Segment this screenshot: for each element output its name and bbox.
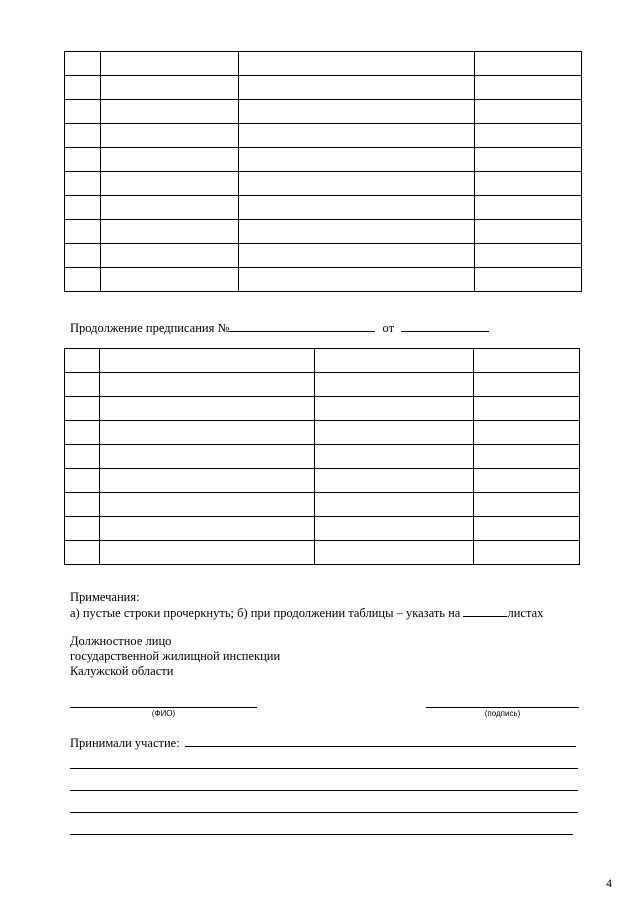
table-cell[interactable] xyxy=(239,172,475,196)
table-cell[interactable] xyxy=(65,541,100,565)
table-cell[interactable] xyxy=(474,397,580,421)
official-line-2: государственной жилищной инспекции xyxy=(70,649,281,663)
table-cell[interactable] xyxy=(100,469,315,493)
table-cell[interactable] xyxy=(65,421,100,445)
table-cell[interactable] xyxy=(101,220,239,244)
table-cell[interactable] xyxy=(101,196,239,220)
participants-line[interactable] xyxy=(70,790,578,791)
table-row xyxy=(65,517,580,541)
table-row xyxy=(65,76,582,100)
table-cell[interactable] xyxy=(100,349,315,373)
table-cell[interactable] xyxy=(65,397,100,421)
table-cell[interactable] xyxy=(474,541,580,565)
table-cell[interactable] xyxy=(100,445,315,469)
participants-line[interactable] xyxy=(70,812,578,813)
table-cell[interactable] xyxy=(474,517,580,541)
table-cell[interactable] xyxy=(475,172,582,196)
table-cell[interactable] xyxy=(475,196,582,220)
table-row xyxy=(65,469,580,493)
table-cell[interactable] xyxy=(100,493,315,517)
participants-label: Принимали участие: xyxy=(70,736,180,750)
table-cell[interactable] xyxy=(65,52,101,76)
participants-line[interactable] xyxy=(70,834,573,835)
table-cell[interactable] xyxy=(474,445,580,469)
table-row xyxy=(65,373,580,397)
table-cell[interactable] xyxy=(475,148,582,172)
continuation-table-bottom xyxy=(64,348,580,565)
table-cell[interactable] xyxy=(315,349,474,373)
official-line-3: Калужской области xyxy=(70,664,174,678)
table-cell[interactable] xyxy=(65,445,100,469)
table-body xyxy=(65,52,582,292)
table-cell[interactable] xyxy=(474,421,580,445)
notes-line xyxy=(70,605,543,621)
table-cell[interactable] xyxy=(315,373,474,397)
table-cell[interactable] xyxy=(65,148,101,172)
table-cell[interactable] xyxy=(65,100,101,124)
signature-caption: (подпись) xyxy=(484,709,521,718)
order-number-blank[interactable] xyxy=(229,320,375,332)
table-row xyxy=(65,220,582,244)
table-cell[interactable] xyxy=(239,124,475,148)
table-cell[interactable] xyxy=(101,148,239,172)
fio-field[interactable] xyxy=(70,707,257,708)
continuation-label: Продолжение предписания № xyxy=(70,321,230,335)
table-cell[interactable] xyxy=(65,373,100,397)
date-blank[interactable] xyxy=(401,320,489,332)
table-cell[interactable] xyxy=(475,100,582,124)
table-cell[interactable] xyxy=(101,124,239,148)
table-cell[interactable] xyxy=(475,268,582,292)
fio-caption: (ФИО) xyxy=(151,709,176,718)
notes-text: а) пустые строки прочеркнуть; б) при продолжении таблицы – указать на xyxy=(70,606,461,620)
table-row xyxy=(65,124,582,148)
table-body xyxy=(65,349,580,565)
table-cell[interactable] xyxy=(101,268,239,292)
table-cell[interactable] xyxy=(239,196,475,220)
table-cell[interactable] xyxy=(239,148,475,172)
table-cell[interactable] xyxy=(239,100,475,124)
table-cell[interactable] xyxy=(65,220,101,244)
table-row xyxy=(65,196,582,220)
table-cell[interactable] xyxy=(65,469,100,493)
table-cell[interactable] xyxy=(65,172,101,196)
table-cell[interactable] xyxy=(475,124,582,148)
table-cell[interactable] xyxy=(315,397,474,421)
table-cell[interactable] xyxy=(101,76,239,100)
table-cell[interactable] xyxy=(239,76,475,100)
table-cell[interactable] xyxy=(239,220,475,244)
participants-line[interactable] xyxy=(70,768,578,769)
table-cell[interactable] xyxy=(65,196,101,220)
table-cell[interactable] xyxy=(474,373,580,397)
table-row xyxy=(65,148,582,172)
table-cell[interactable] xyxy=(100,397,315,421)
table-cell[interactable] xyxy=(100,373,315,397)
continuation-line xyxy=(70,320,489,336)
table-row xyxy=(65,52,582,76)
table-cell[interactable] xyxy=(315,517,474,541)
table-row xyxy=(65,244,582,268)
table-cell[interactable] xyxy=(65,244,101,268)
table-cell[interactable] xyxy=(100,541,315,565)
page-number: 4 xyxy=(606,876,612,890)
table-cell[interactable] xyxy=(65,517,100,541)
table-cell[interactable] xyxy=(315,469,474,493)
table-cell[interactable] xyxy=(65,493,100,517)
participants-field[interactable] xyxy=(185,746,576,747)
table-row xyxy=(65,493,580,517)
table-cell[interactable] xyxy=(101,52,239,76)
table-cell[interactable] xyxy=(474,349,580,373)
from-label: от xyxy=(382,321,395,335)
table-cell[interactable] xyxy=(101,244,239,268)
table-cell[interactable] xyxy=(101,172,239,196)
signature-field[interactable] xyxy=(426,707,579,708)
table-row xyxy=(65,100,582,124)
notes-title: Примечания: xyxy=(70,590,140,604)
table-row xyxy=(65,172,582,196)
table-cell[interactable] xyxy=(315,493,474,517)
table-cell[interactable] xyxy=(315,445,474,469)
table-cell[interactable] xyxy=(65,268,101,292)
table-row xyxy=(65,268,582,292)
table-cell[interactable] xyxy=(65,76,101,100)
table-cell[interactable] xyxy=(101,100,239,124)
sheets-count-blank[interactable] xyxy=(463,605,507,617)
table-cell[interactable] xyxy=(475,220,582,244)
table-cell[interactable] xyxy=(315,421,474,445)
table-cell[interactable] xyxy=(474,469,580,493)
table-cell[interactable] xyxy=(100,421,315,445)
table-row xyxy=(65,541,580,565)
notes-sheets-label: листах xyxy=(507,606,544,620)
table-cell[interactable] xyxy=(474,493,580,517)
table-cell[interactable] xyxy=(239,244,475,268)
table-row xyxy=(65,397,580,421)
table-row xyxy=(65,349,580,373)
table-cell[interactable] xyxy=(239,268,475,292)
table-cell[interactable] xyxy=(475,76,582,100)
table-row xyxy=(65,421,580,445)
table-cell[interactable] xyxy=(65,124,101,148)
table-cell[interactable] xyxy=(315,541,474,565)
table-cell[interactable] xyxy=(100,517,315,541)
continuation-table-top xyxy=(64,51,582,292)
table-cell[interactable] xyxy=(475,52,582,76)
table-cell[interactable] xyxy=(65,349,100,373)
table-cell[interactable] xyxy=(239,52,475,76)
table-row xyxy=(65,445,580,469)
official-line-1: Должностное лицо xyxy=(70,634,172,648)
table-cell[interactable] xyxy=(475,244,582,268)
